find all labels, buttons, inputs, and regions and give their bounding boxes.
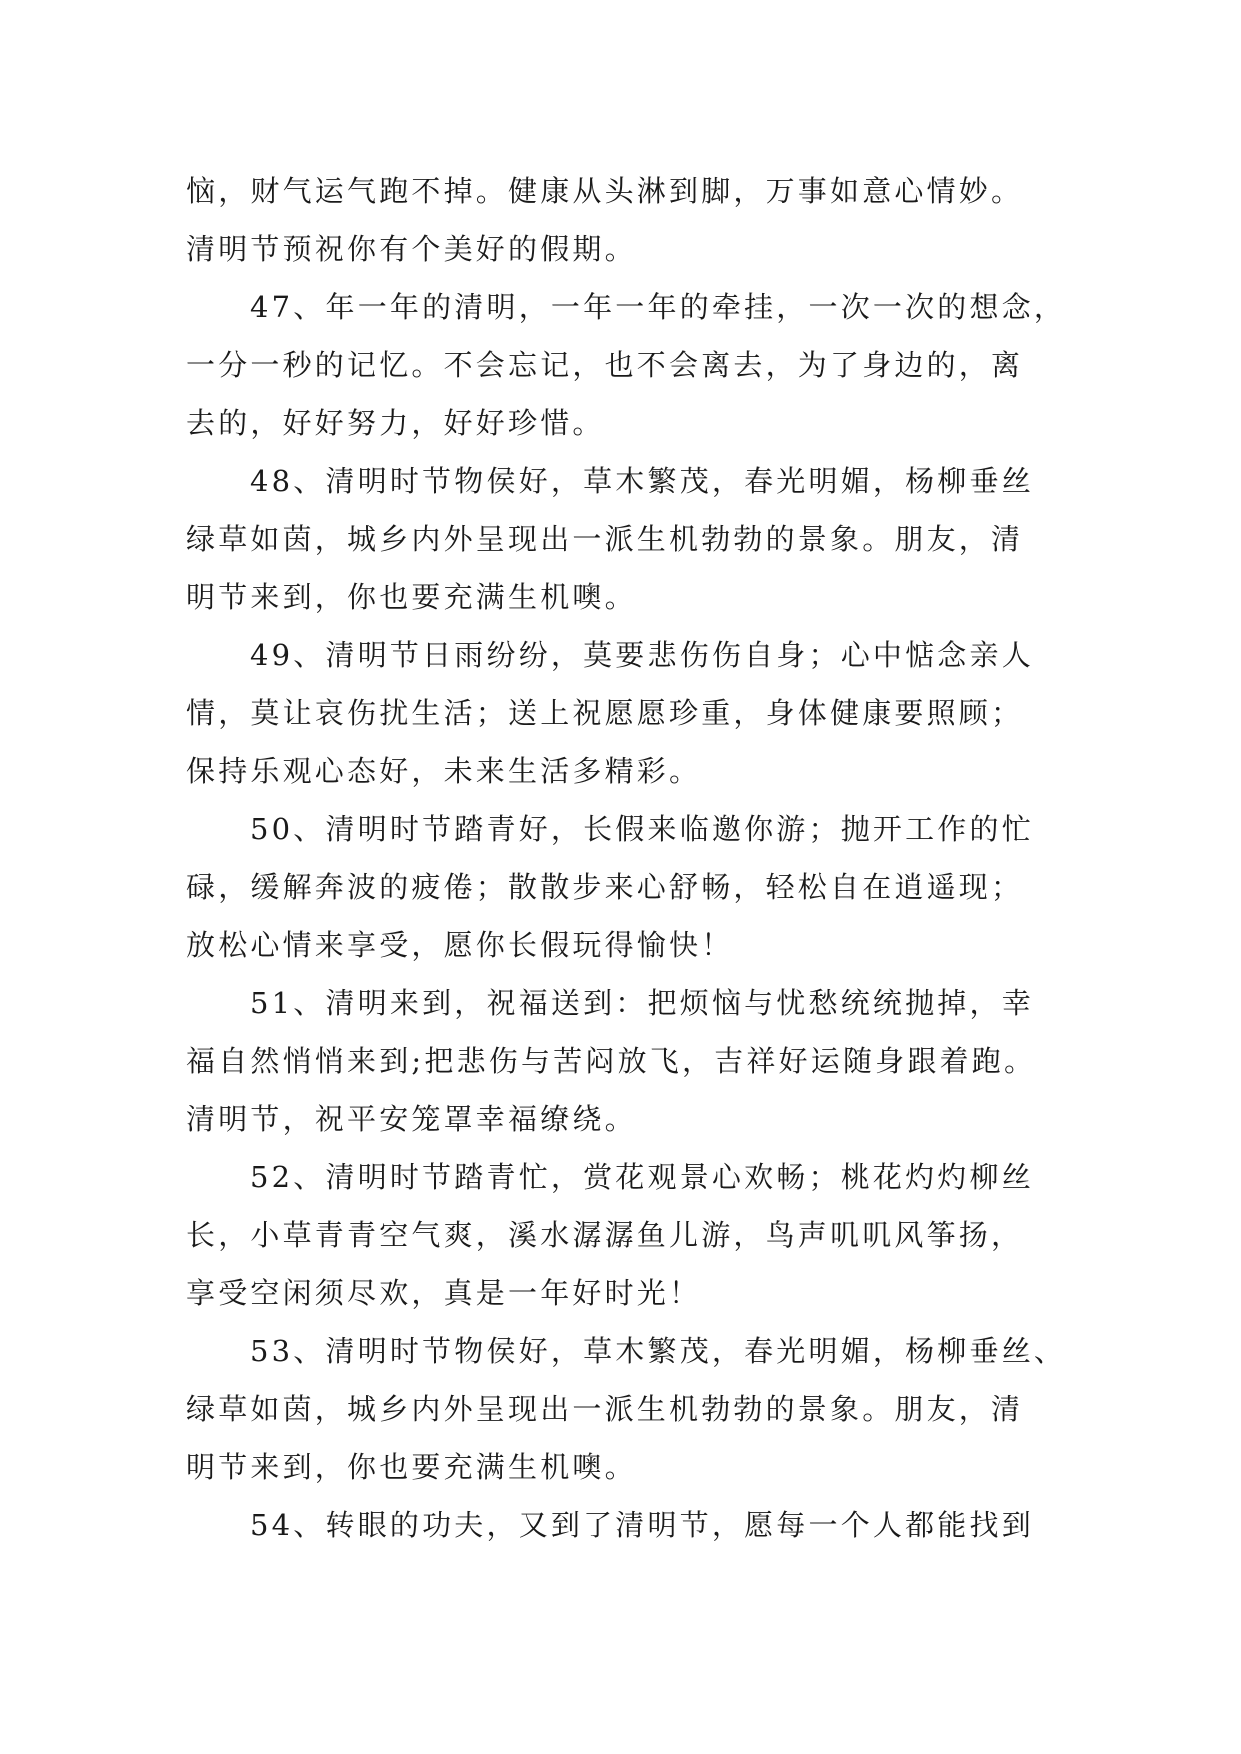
paragraph-53-start: 53、清明时节物侯好，草木繁茂，春光明媚，杨柳垂丝、 [250,1334,1067,1368]
text-line: 恼，财气运气跑不掉。健康从头淋到脚，万事如意心情妙。 [186,174,1024,208]
paragraph-52-start: 52、清明时节踏青忙，赏花观景心欢畅；桃花灼灼柳丝 [250,1160,1034,1194]
text-line: 绿草如茵，城乡内外呈现出一派生机勃勃的景象。朋友，清 [186,1392,1024,1426]
text-line: 明节来到，你也要充满生机噢。 [186,580,637,614]
paragraph-50-start: 50、清明时节踏青好，长假来临邀你游；抛开工作的忙 [250,812,1034,846]
text-line: 长，小草青青空气爽，溪水潺潺鱼儿游，鸟声叽叽风筝扬， [186,1218,1024,1252]
paragraph-49-start: 49、清明节日雨纷纷，莫要悲伤伤自身；心中惦念亲人 [250,638,1034,672]
paragraph-54-start: 54、转眼的功夫，又到了清明节，愿每一个人都能找到 [250,1508,1034,1542]
text-line: 碌，缓解奔波的疲倦；散散步来心舒畅，轻松自在逍遥现； [186,870,1024,904]
text-line: 绿草如茵，城乡内外呈现出一派生机勃勃的景象。朋友，清 [186,522,1024,556]
text-line: 去的，好好努力，好好珍惜。 [186,406,605,440]
body-text [186,162,1066,1554]
paragraph-47-start: 47、年一年的清明，一年一年的牵挂，一次一次的想念， [250,290,1067,324]
text-line: 一分一秒的记忆。不会忘记，也不会离去，为了身边的，离 [186,348,1024,382]
text-line: 享受空闲须尽欢，真是一年好时光！ [186,1276,702,1310]
paragraph-51-start: 51、清明来到，祝福送到：把烦恼与忧愁统统抛掉，幸 [250,986,1034,1020]
text-line: 放松心情来享受，愿你长假玩得愉快！ [186,928,734,962]
text-line: 明节来到，你也要充满生机噢。 [186,1450,637,1484]
text-line: 清明节，祝平安笼罩幸福缭绕。 [186,1102,637,1136]
text-line: 保持乐观心态好，未来生活多精彩。 [186,754,702,788]
text-line: 清明节预祝你有个美好的假期。 [186,232,637,266]
text-line: 情，莫让哀伤扰生活；送上祝愿愿珍重，身体健康要照顾； [186,696,1024,730]
text-line: 福自然悄悄来到;把悲伤与苦闷放飞，吉祥好运随身跟着跑。 [186,1044,1037,1078]
paragraph-48-start: 48、清明时节物侯好，草木繁茂，春光明媚，杨柳垂丝 [250,464,1034,498]
